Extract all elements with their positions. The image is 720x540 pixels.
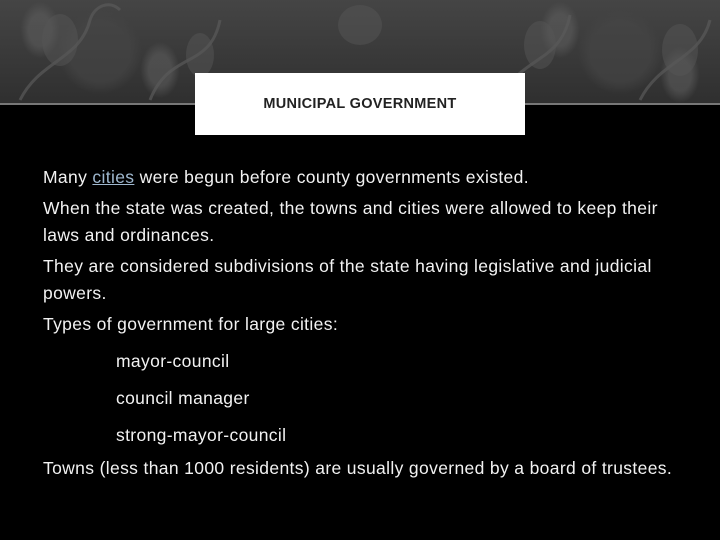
slide-body	[43, 164, 693, 486]
cities-link[interactable]: cities	[92, 167, 135, 187]
paragraph-subdivisions: They are considered subdivisions of the state having legislative and judicial powers.	[43, 256, 652, 303]
paragraph-state: When the state was created, the towns and cities were allowed to keep their laws and ordinances.	[43, 198, 658, 245]
slide-title: MUNICIPAL GOVERNMENT	[263, 96, 457, 112]
paragraph-cities	[43, 164, 693, 191]
type-item-council-manager: council manager	[116, 388, 250, 408]
type-item-mayor-council: mayor-council	[116, 351, 230, 371]
type-item-strong-mayor-council: strong-mayor-council	[116, 425, 287, 445]
paragraph-towns: Towns (less than 1000 residents) are usually governed by a board of trustees.	[43, 458, 673, 478]
title-box	[195, 73, 525, 135]
paragraph-types: Types of government for large cities:	[43, 314, 339, 334]
paragraph-text: Many	[43, 167, 93, 187]
paragraph-text: were begun before county governments existed.	[134, 167, 529, 187]
